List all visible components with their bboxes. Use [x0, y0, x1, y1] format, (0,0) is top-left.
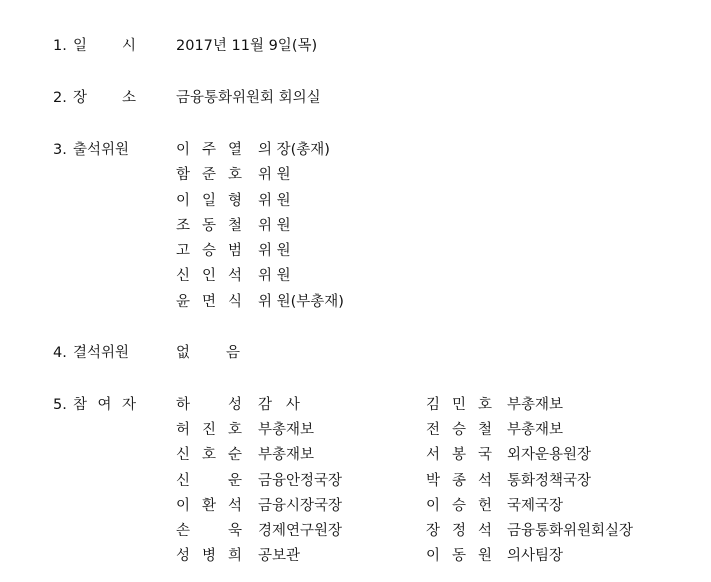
attendee-row — [0, 244, 711, 264]
absent-row — [0, 346, 711, 366]
participant-name: 장 정 석 — [426, 523, 492, 539]
participant-name: 전 승 철 — [426, 422, 492, 438]
attendee-title: 위 원 — [258, 243, 291, 259]
attendee-row — [0, 295, 711, 315]
date-label: 일 시 — [73, 38, 136, 54]
participant-title: 의사팀장 — [507, 548, 564, 564]
place-label: 장 소 — [73, 90, 136, 106]
attendee-title: 위 원 — [258, 218, 291, 234]
participant-title: 부총재보 — [507, 422, 564, 438]
attendees-label: 출석위원 — [73, 142, 130, 158]
participant-name: 서 봉 국 — [426, 447, 492, 463]
participants-label: 참 여 자 — [73, 397, 136, 413]
participant-row — [0, 398, 711, 418]
participant-title: 부총재보 — [507, 397, 564, 413]
participant-title: 통화정책국장 — [507, 473, 592, 489]
place-row — [0, 91, 711, 111]
place-value: 금융통화위원회 회의실 — [176, 90, 321, 106]
attendee-title: 위 원(부총재) — [258, 294, 344, 310]
participant-name: 이 승 헌 — [426, 498, 492, 514]
participant-name: 신 호 순 — [176, 447, 242, 463]
item-number: 4. — [53, 345, 67, 361]
attendee-title: 위 원 — [258, 193, 291, 209]
participant-row — [0, 524, 711, 544]
attendee-name: 함 준 호 — [176, 167, 242, 183]
participant-title: 국제국장 — [507, 498, 564, 514]
attendee-name: 이 일 형 — [176, 193, 242, 209]
participant-name: 박 종 석 — [426, 473, 492, 489]
participant-title: 부총재보 — [258, 422, 315, 438]
item-number: 5. — [53, 397, 67, 413]
participant-name: 신 운 — [176, 473, 242, 489]
participant-title: 외자운용원장 — [507, 447, 592, 463]
attendee-row — [0, 269, 711, 289]
participant-row — [0, 499, 711, 519]
date-value: 2017년 11월 9일(목) — [176, 38, 318, 54]
participant-name: 성 병 희 — [176, 548, 242, 564]
absent-label: 결석위원 — [73, 345, 130, 361]
date-row — [0, 39, 711, 59]
attendee-name: 고 승 범 — [176, 243, 242, 259]
participant-title: 금융안정국장 — [258, 473, 343, 489]
participant-title: 부총재보 — [258, 447, 315, 463]
item-number: 1. — [53, 38, 67, 54]
attendee-row — [0, 219, 711, 239]
attendee-row — [0, 168, 711, 188]
attendee-title: 위 원 — [258, 167, 291, 183]
participant-name: 하 성 — [176, 397, 242, 413]
participant-name: 이 동 원 — [426, 548, 492, 564]
participant-row — [0, 423, 711, 443]
item-number: 3. — [53, 142, 67, 158]
attendee-name: 이 주 열 — [176, 142, 242, 158]
participant-name: 허 진 호 — [176, 422, 242, 438]
attendee-row — [0, 194, 711, 214]
attendee-row — [0, 143, 711, 163]
participant-title: 감 사 — [258, 397, 300, 413]
participant-title: 공보관 — [258, 548, 301, 564]
participant-name: 김 민 호 — [426, 397, 492, 413]
participant-row — [0, 549, 711, 569]
participant-title: 금융시장국장 — [258, 498, 343, 514]
absent-value: 없 음 — [176, 345, 240, 361]
attendee-title: 위 원 — [258, 268, 291, 284]
attendee-name: 신 인 석 — [176, 268, 242, 284]
participant-name: 손 욱 — [176, 523, 242, 539]
participant-name: 이 환 석 — [176, 498, 242, 514]
participant-title: 경제연구원장 — [258, 523, 343, 539]
attendee-title: 의 장(총재) — [258, 142, 330, 158]
participant-row — [0, 448, 711, 468]
item-number: 2. — [53, 90, 67, 106]
participant-row — [0, 474, 711, 494]
attendee-name: 윤 면 식 — [176, 294, 242, 310]
participant-title: 금융통화위원회실장 — [507, 523, 634, 539]
attendee-name: 조 동 철 — [176, 218, 242, 234]
